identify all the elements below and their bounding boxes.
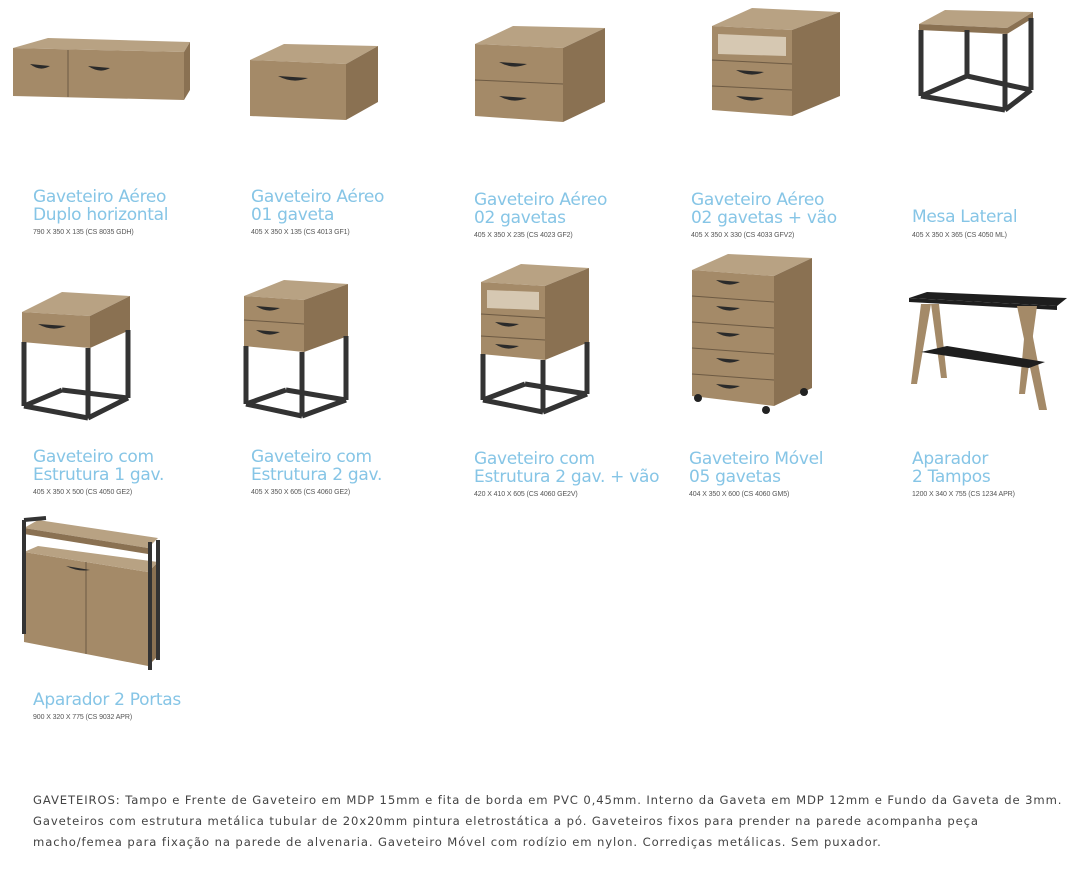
product-spec: 900 X 320 X 775 (CS 9032 APR) (33, 714, 133, 721)
product-card-gm5 (658, 250, 878, 510)
product-spec: 405 X 350 X 330 (CS 4033 GFV2) (691, 232, 795, 239)
sideboard-two-tops-icon (907, 288, 1077, 428)
product-name-line2: Duplo horizontal (33, 205, 169, 225)
product-name-line1: Gaveteiro Aéreo (691, 190, 825, 210)
product-card-apr2t (879, 280, 1079, 510)
two-drawers-icon (473, 20, 623, 150)
frame-two-drawers-niche-icon (477, 260, 627, 420)
sideboard-two-doors-icon (16, 510, 176, 680)
mobile-five-drawers-icon (688, 250, 848, 420)
two-drawers-niche-icon (708, 4, 858, 134)
product-name-line2: 01 gaveta (251, 205, 335, 225)
product-name-line1: Gaveteiro com (33, 447, 154, 467)
product-spec: 1200 X 340 X 755 (CS 1234 APR) (912, 491, 1015, 498)
horizontal-double-drawer-icon (8, 30, 208, 160)
product-name-line1: Gaveteiro com (251, 447, 372, 467)
frame-one-drawer-icon (18, 286, 168, 446)
product-name-line1: Aparador 2 Portas (33, 690, 181, 710)
product-name-line2: Estrutura 2 gav. (251, 465, 383, 485)
product-name-line1: Mesa Lateral (912, 207, 1018, 227)
product-name-line2: 02 gavetas + vão (691, 208, 837, 228)
product-spec: 404 X 350 X 600 (CS 4060 GM5) (689, 491, 790, 498)
product-name-line2: Estrutura 2 gav. + vão (474, 467, 660, 487)
product-card-ml (879, 0, 1079, 260)
product-name-line1: Aparador (912, 449, 989, 469)
frame-two-drawers-icon (240, 276, 390, 436)
product-description: GAVETEIROS: Tampo e Frente de Gaveteiro em MDP 15mm e fita de borda em PVC 0,45mm. Interno da Gaveta em MDP 12mm e Fundo da Gaveta de 3mm. Gaveteiros com estrutura metálica tubular de 20x20mm pintura eletrostática a pó. Gaveteiros fixos para prender na parede acompanha peça macho/femea para fixação na parede de alvenaria. Gaveteiro Móvel com rodízio em nylon. Corrediças metálicas. Sem puxador. (33, 793, 1063, 849)
product-name-line1: Gaveteiro Aéreo (33, 187, 167, 207)
product-name-line2: Estrutura 1 gav. (33, 465, 165, 485)
product-name-line1: Gaveteiro Aéreo (474, 190, 608, 210)
product-spec: 420 X 410 X 605 (CS 4060 GE2V) (474, 491, 578, 498)
product-name-line2: 02 gavetas (474, 208, 566, 228)
product-card-ge2v (441, 260, 661, 510)
side-table-icon (915, 6, 1055, 136)
product-name-line1: Gaveteiro Aéreo (251, 187, 385, 207)
product-name-line2: 2 Tampos (912, 467, 991, 487)
product-spec: 405 X 350 X 235 (CS 4023 GF2) (474, 232, 573, 239)
product-name-line1: Gaveteiro com (474, 449, 595, 469)
product-spec: 405 X 350 X 365 (CS 4050 ML) (912, 232, 1007, 239)
product-card-gf2 (441, 0, 661, 260)
product-card-gf1 (218, 0, 418, 260)
product-spec: 405 X 350 X 605 (CS 4060 GE2) (251, 489, 351, 496)
product-spec: 405 X 350 X 135 (CS 4013 GF1) (251, 229, 350, 236)
product-spec: 405 X 350 X 500 (CS 4050 GE2) (33, 489, 133, 496)
product-card-gdh (0, 0, 200, 260)
single-drawer-icon (248, 30, 398, 160)
product-card-gfv2 (658, 0, 878, 260)
product-card-ge1 (0, 270, 210, 510)
product-spec: 790 X 350 X 135 (CS 8035 GDH) (33, 229, 134, 236)
product-card-ge2 (218, 270, 428, 510)
product-name-line2: 05 gavetas (689, 467, 781, 487)
product-card-apr2p (0, 510, 220, 730)
product-name-line1: Gaveteiro Móvel (689, 449, 824, 469)
